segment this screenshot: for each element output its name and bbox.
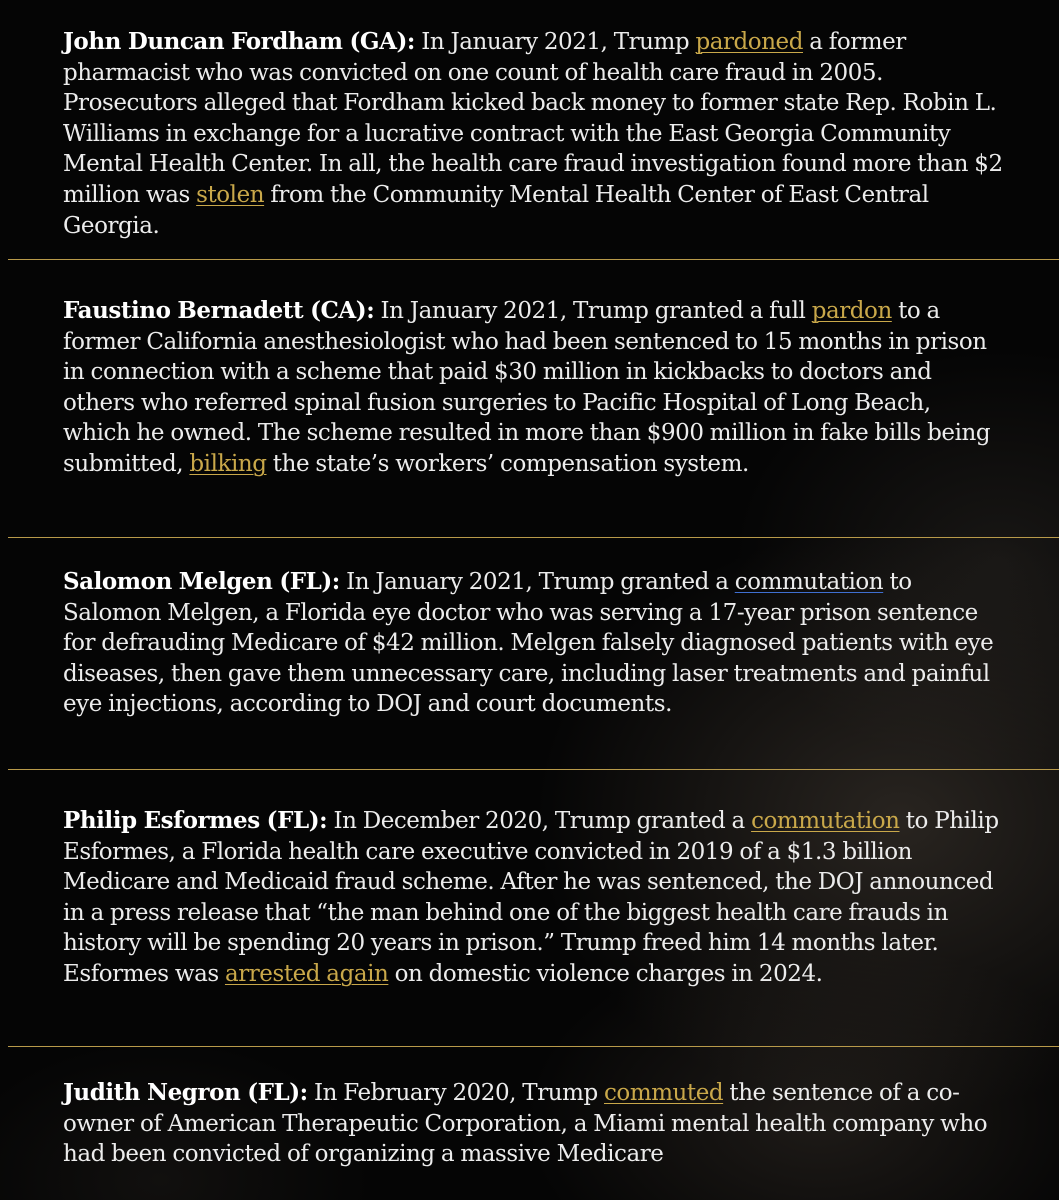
entry-name: John Duncan Fordham (GA): <box>63 28 415 55</box>
entry-text: the state’s workers’ compensation system. <box>266 450 749 477</box>
entry-text: on domestic violence charges in 2024. <box>388 960 823 987</box>
entry-name: Judith Negron (FL): <box>63 1079 308 1106</box>
link-commutation-melgen[interactable]: commutation <box>734 569 884 595</box>
entry-name: Salomon Melgen (FL): <box>63 568 340 595</box>
entry-text: In January 2021, Trump <box>414 29 696 55</box>
entry-text: to Philip Esformes, a Florida health care executive convicted in 2019 of a $1.3 billion Medicare and Medicaid fraud scheme. After he was sentenced, the DOJ announced in a press release that “the man behind one of the biggest health care frauds in history will be spending 20 years in prison.” Trump freed him 14 months later. Esformes was <box>63 808 999 987</box>
entry-faustino-bernadett <box>63 296 1003 480</box>
section-divider <box>8 537 1059 538</box>
entry-text: In February 2020, Trump <box>307 1080 604 1106</box>
section-divider <box>8 1046 1059 1047</box>
link-arrested-again[interactable]: arrested again <box>224 960 389 987</box>
entry-text: a former pharmacist who was convicted on one count of health care fraud in 2005. Prosecutors alleged that Fordham kicked back money to former state Rep. Robin L. Williams in exchange for a lucrative contract with the East Georgia Community Mental Health Center. In all, the health care fraud investigation found more than $2 million was <box>63 29 1003 208</box>
link-pardon[interactable]: pardon <box>811 298 892 324</box>
section-divider <box>8 769 1059 770</box>
link-bilking[interactable]: bilking <box>189 450 267 477</box>
entry-text: to Salomon Melgen, a Florida eye doctor who was serving a 17-year prison sentence for defrauding Medicare of $42 million. Melgen falsely diagnosed patients with eye diseases, then gave them unnecessary care, including laser treatments and painful eye injections, according to DOJ and court documents. <box>63 569 994 718</box>
link-commutation-esformes[interactable]: commutation <box>751 808 900 834</box>
link-commuted[interactable]: commuted <box>604 1080 724 1106</box>
entry-john-duncan-fordham <box>63 27 1003 241</box>
entry-text: In January 2021, Trump granted a full <box>374 298 812 324</box>
entry-judith-negron <box>63 1078 1003 1170</box>
entry-name: Philip Esformes (FL): <box>63 807 328 834</box>
entry-text: In December 2020, Trump granted a <box>327 808 752 834</box>
entry-philip-esformes <box>63 806 1003 990</box>
entry-text: to a former California anesthesiologist who had been sentenced to 15 months in prison in connection with a scheme that paid $30 million in kickbacks to doctors and others who referred spinal fusion surgeries to Pacific Hospital of Long Beach, which he owned. The scheme resulted in more than $900 million in fake bills being submitted, <box>63 298 991 477</box>
entry-text: from the Community Mental Health Center of East Central Georgia. <box>63 181 929 239</box>
link-pardoned[interactable]: pardoned <box>695 29 803 55</box>
entry-text: the sentence of a co-owner of American Therapeutic Corporation, a Miami mental health company who had been convicted of organizing a massive Medicare <box>63 1080 988 1168</box>
entry-text: In January 2021, Trump granted a <box>339 569 735 595</box>
section-divider <box>8 259 1059 260</box>
entry-salomon-melgen <box>63 567 1003 720</box>
entry-name: Faustino Bernadett (CA): <box>63 297 375 324</box>
link-stolen[interactable]: stolen <box>196 181 265 208</box>
